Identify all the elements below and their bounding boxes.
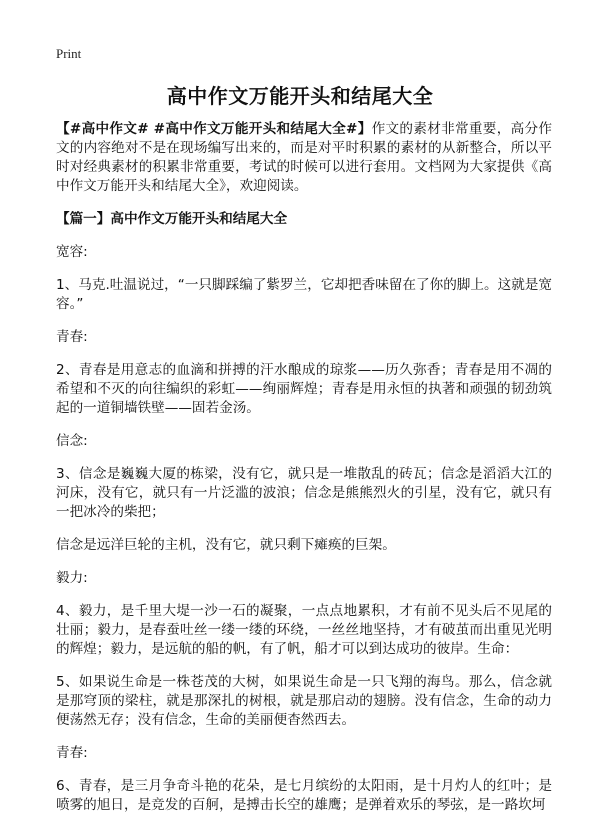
paragraph-2: 2、青春是用意志的血滴和拼搏的汗水酿成的琼浆——历久弥香；青春是用不凋的希望和不灭的向往编织的彩虹——绚丽辉煌；青春是用永恒的执著和顽强的韧劲筑起的一道铜墙铁壁——固若金汤。 xyxy=(56,362,552,416)
document-title: 高中作文万能开头和结尾大全 xyxy=(166,84,434,108)
topic-label-faith: 信念: xyxy=(56,433,88,449)
topic-label-tolerance: 宽容: xyxy=(56,244,88,260)
document-body xyxy=(56,120,552,829)
print-label: Print xyxy=(56,46,82,61)
intro-text: 作文的素材非常重要，高分作文的内容绝对不是在现场编写出来的，而是对平时积累的素材的从新整合，所以平时对经典素材的积累非常重要，考试的时候可以进行套用。文档网为大家提供《高中作文万能开头和结尾大全》，欢迎阅读。 xyxy=(56,121,552,194)
section-heading: 【篇一】高中作文万能开头和结尾大全 xyxy=(56,211,288,227)
paragraph-1: 1、马克.吐温说过，“一只脚踩编了紫罗兰，它却把香味留在了你的脚上。这就是宽容。” xyxy=(56,277,552,312)
topic-label-perseverance: 毅力: xyxy=(56,570,88,586)
paragraph-5: 5、如果说生命是一株苍茂的大树，如果说生命是一只飞翔的海鸟。那么，信念就是那穹顶的梁柱，就是那深扎的树根，就是那启动的翅膀。没有信念，生命的动力便荡然无存；没有信念，生命的美丽便杳然西去。 xyxy=(56,674,552,728)
paragraph-4: 4、毅力，是千里大堤一沙一石的凝聚，一点点地累积，才有前不见头后不见尾的壮丽；毅力，是春蚕吐丝一缕一缕的环绕，一丝丝地坚持，才有破茧而出重见光明的辉煌；毅力，是远航的船的帆，有了帆，船才可以到达成功的彼岸。生命： xyxy=(56,603,552,657)
topic-label-youth-2: 青春: xyxy=(56,745,88,761)
topic-label-youth: 青春: xyxy=(56,329,88,345)
paragraph-6: 6、青春，是三月争奇斗艳的花朵，是七月缤纷的太阳雨，是十月灼人的红叶；是喷雾的旭日，是竞发的百舸，是搏击长空的雄鹰；是弹着欢乐的琴弦，是一路坎坷 xyxy=(56,778,552,813)
paragraph-3b: 信念是远洋巨轮的主机，没有它，就只剩下瘫痪的巨架。 xyxy=(56,537,396,553)
paragraph-3: 3、信念是巍巍大厦的栋梁，没有它，就只是一堆散乱的砖瓦；信念是滔滔大江的河床，没有它，就只有一片泛滥的波浪；信念是熊熊烈火的引星，没有它，就只有一把冰冷的柴把； xyxy=(56,466,552,520)
intro-paragraph xyxy=(56,120,552,196)
intro-tag: 【#高中作文# #高中作文万能开头和结尾大全#】 xyxy=(56,121,372,137)
